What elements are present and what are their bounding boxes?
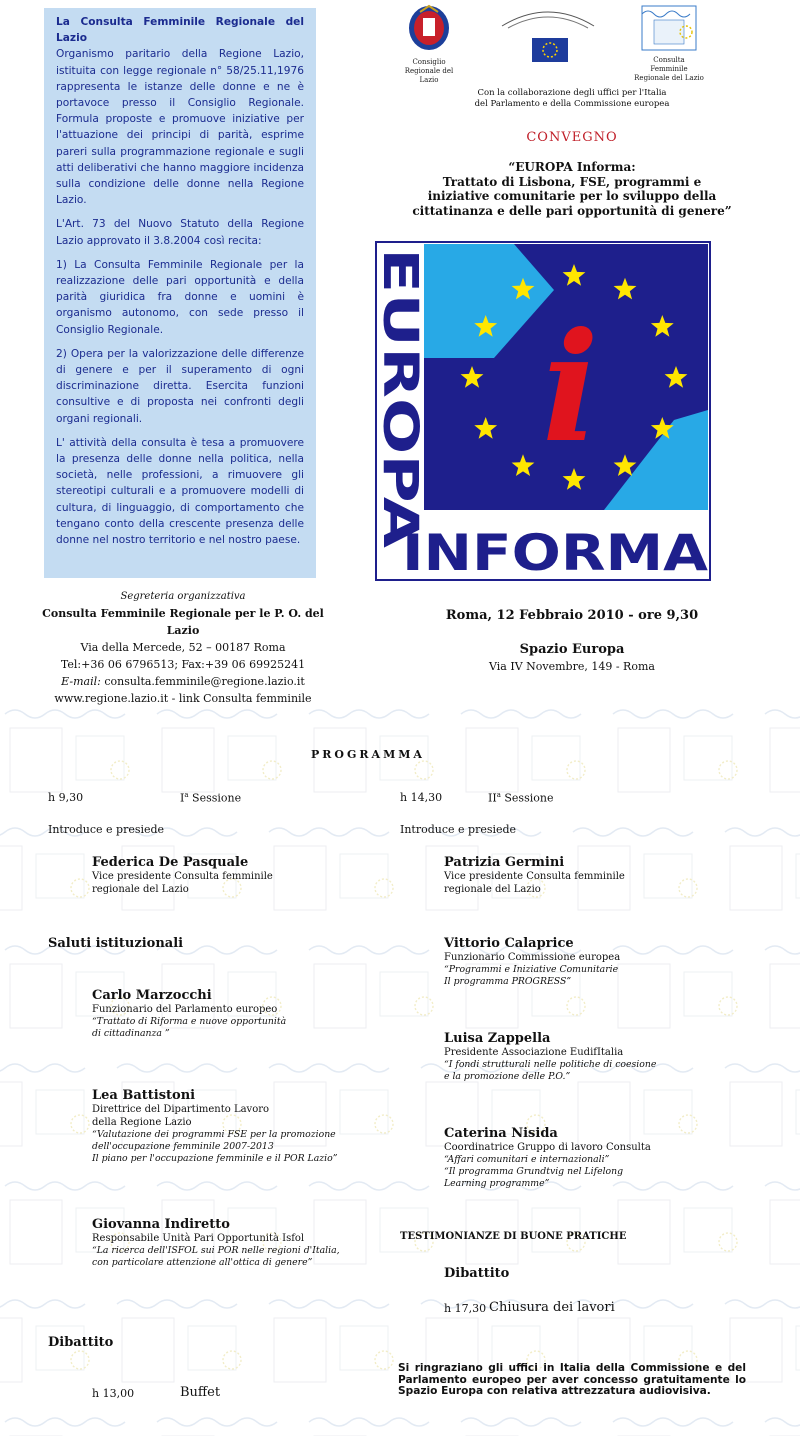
talk-title: dell'occupazione femminile 2007-2013 (92, 1141, 274, 1152)
watermark-tile (760, 1172, 800, 1282)
collaboration-note (400, 88, 744, 110)
event-date: Roma, 12 Febbraio 2010 - ore 9,30 (445, 608, 699, 623)
consulta-info-panel (44, 8, 316, 578)
consiglio-caption (400, 58, 458, 85)
speaker-left-1 (92, 855, 372, 896)
consiglio-caption-2: Regionale del Lazio (404, 67, 454, 84)
speaker-role: Direttrice del Dipartimento Lavoro (92, 1104, 270, 1115)
talk-title: “I fondi strutturali nelle politiche di coesione (444, 1059, 657, 1070)
event-venue-address: Via IV Novembre, 149 - Roma (489, 660, 655, 673)
speaker-name: Lea Battistoni (92, 1088, 196, 1103)
speaker-role: regionale del Lazio (444, 884, 541, 895)
email-link[interactable]: consulta.femminile@regione.lazio.it (100, 675, 305, 688)
talk-title: “Trattato di Riforma e nuove opportunità (92, 1016, 287, 1027)
talk-title: con particolare attenzione all'ottica di genere” (92, 1257, 313, 1268)
speaker-right-2 (444, 936, 744, 988)
talk-title: “Programmi e Iniziative Comunitarie (444, 964, 619, 975)
collab-line-1: Con la collaborazione degli uffici per l'Italia (477, 88, 667, 98)
testimonianze-heading: TESTIMONIANZE DI BUONE PRATICHE (400, 1231, 627, 1242)
secretariat-block (40, 588, 326, 707)
consulta-caption-2: Regionale del Lazio (634, 74, 704, 82)
convegno-heading: CONVEGNO (526, 130, 618, 145)
watermark-tile (608, 1408, 758, 1436)
session-2-sup: a (496, 791, 501, 799)
speaker-left-2 (92, 988, 372, 1040)
saluti-istituzionali: Saluti istituzionali (48, 936, 184, 951)
closing-label: Chiusura dei lavori (489, 1300, 615, 1315)
session-2-word: Sessione (500, 791, 554, 805)
consiglio-caption-1: Consiglio (412, 58, 446, 66)
buffet-label: Buffet (180, 1385, 221, 1400)
watermark-tile (456, 1408, 606, 1436)
watermark-tile (112, 1290, 262, 1400)
watermark-tile (760, 936, 800, 1046)
consulta-emblem-icon (634, 4, 704, 52)
speaker-name: Giovanna Indiretto (92, 1217, 230, 1232)
panel-point-1: 1) La Consulta Femminile Regionale per la realizzazione delle pari opportunità e della parità giuridica fra donne e uomini è organismo autonomo, con sede presso il Consiglio Regionale. (56, 258, 304, 336)
speaker-role: Vice presidente Consulta femminile (444, 871, 625, 882)
speaker-name: Luisa Zappella (444, 1031, 551, 1046)
collab-line-2: del Parlamento e della Commissione europea (474, 99, 670, 109)
speaker-right-1 (444, 855, 744, 896)
speaker-role: Coordinatrice Gruppo di lavoro Consulta (444, 1142, 651, 1153)
talk-title: Learning programme” (444, 1178, 550, 1189)
talk-title: “Affari comunitari e internazionali” (444, 1154, 610, 1165)
dibattito-right: Dibattito (444, 1266, 510, 1281)
speaker-name: Vittorio Calaprice (444, 936, 574, 951)
secretariat-phone: Tel:+36 06 6796513; Fax:+39 06 69925241 (60, 658, 306, 671)
session-1-numeral: I (180, 791, 185, 805)
talk-title: e la promozione delle P.O.” (444, 1071, 571, 1082)
secretariat-label: Segreteria organizzativa (120, 591, 246, 602)
talk-title: Il piano per l'occupazione femminile e il POR Lazio” (92, 1153, 338, 1164)
buffet-time: h 13,00 (92, 1387, 135, 1400)
consulta-logo (634, 4, 704, 83)
speaker-left-4 (92, 1217, 382, 1269)
speaker-role: Presidente Associazione EudifItalia (444, 1047, 624, 1058)
website-link[interactable]: www.regione.lazio.it - link Consulta femminile (54, 692, 312, 705)
title-line-1: “EUROPA Informa: (508, 160, 636, 174)
watermark-tile (264, 1290, 414, 1400)
speaker-name: Patrizia Germini (444, 855, 565, 870)
consiglio-emblem-icon (400, 4, 458, 54)
session-2-label (488, 791, 553, 805)
speaker-role: Responsabile Unità Pari Opportunità Isfol (92, 1233, 305, 1244)
watermark-tile (760, 700, 800, 810)
speaker-role: Funzionario del Parlamento europeo (92, 1004, 278, 1015)
title-line-2: Trattato di Lisbona, FSE, programmi e (442, 174, 702, 189)
speaker-name: Caterina Nisida (444, 1126, 558, 1141)
panel-activity: L' attività della consulta è tesa a promuovere la presenza delle donne nella politica, nella società, nelle professioni, a rimuovere gli stereotipi culturali e a promuovere modelli di cultura, di linguaggio, di comportamento che tengano conto della crescente presenza delle donne nel nostro territorio e nel nostro paese. (56, 436, 304, 547)
session-2-time: h 14,30 (400, 791, 443, 804)
session-1-word: Sessione (188, 791, 242, 805)
title-line-3: iniziative comunitarie per lo sviluppo della (427, 189, 717, 203)
panel-point-2: 2) Opera per la valorizzazione delle differenze di genere e per il superamento di ogni discriminazione diretta. Esercita funzioni consultive e di proposta nei confronti degli organi regionali. (56, 347, 304, 425)
speaker-left-3 (92, 1088, 382, 1165)
poster-i-letter: i (542, 300, 599, 476)
talk-title: “La ricerca dell'ISFOL sui POR nelle regioni d'Italia, (92, 1245, 340, 1256)
poster-bottom-text: INFORMA (402, 524, 709, 582)
secretariat-email-line (40, 673, 326, 690)
session-2-numeral: II (488, 791, 497, 805)
secretariat-org: Consulta Femminile Regionale per le P. O. del Lazio (42, 607, 324, 637)
watermark-tile (304, 1408, 454, 1436)
speaker-right-3 (444, 1031, 744, 1083)
talk-title: “Il programma Grundtvig nel Lifelong (444, 1166, 624, 1177)
consulta-caption (634, 56, 704, 83)
panel-title: La Consulta Femminile Regionale del Lazio (56, 16, 304, 45)
watermark-tile (0, 1408, 150, 1436)
consiglio-logo (400, 4, 458, 85)
poster-graphic (374, 240, 712, 582)
panel-text (56, 14, 304, 208)
speaker-role: regionale del Lazio (92, 884, 189, 895)
session-1-time: h 9,30 (48, 791, 84, 804)
watermark-tile (152, 1408, 302, 1436)
panel-art73: L'Art. 73 del Nuovo Statuto della Regione Lazio approvato il 3.8.2004 così recita: (56, 218, 304, 247)
speaker-name: Federica De Pasquale (92, 855, 249, 870)
event-venue: Spazio Europa (519, 642, 625, 657)
talk-title: “Valutazione dei programmi FSE per la promozione (92, 1129, 336, 1140)
acknowledgement: Si ringraziano gli uffici in Italia della Commissione e del Parlamento europeo per aver concesso gratuitamente lo Spazio Europa con relativa attrezzatura audiovisiva. (398, 1362, 746, 1397)
talk-title: Il programma PROGRESS” (444, 976, 572, 987)
conference-title (390, 160, 754, 218)
introduce-right: Introduce e presiede (400, 823, 517, 836)
dibattito-left: Dibattito (48, 1335, 114, 1350)
secretariat-address: Via della Mercede, 52 – 00187 Roma (80, 641, 286, 654)
speaker-right-4 (444, 1126, 744, 1190)
consulta-caption-1: Consulta Femminile (650, 56, 688, 73)
talk-title: di cittadinanza ” (92, 1028, 170, 1039)
speaker-name: Carlo Marzocchi (92, 988, 212, 1003)
parliament-commission-logo (500, 4, 596, 66)
speaker-role: Vice presidente Consulta femminile (92, 871, 273, 882)
session-1-sup: a (184, 791, 189, 799)
europa-informa-poster (374, 240, 712, 582)
watermark-tile (760, 1408, 800, 1436)
title-line-4: cittatinanza e delle pari opportunità di genere” (412, 203, 732, 218)
introduce-left: Introduce e presiede (48, 823, 165, 836)
panel-intro: Organismo paritario della Regione Lazio, istituita con legge regionale n° 58/25.11,1976 rappresenta le istanze delle donne e ne è portavoce presso il Consiglio Regionale. Formula proposte e promuove iniziative per l'attuazione dei principi di parità, esprime pareri sulla programmazione regionale e sugli atti deliberativi che hanno maggiore incidenza sulla condizione delle donne nella Regione Lazio. (56, 48, 304, 207)
session-1-label (180, 791, 241, 805)
closing-time: h 17,30 (444, 1302, 487, 1315)
poster-vertical-text: EUROPA (374, 248, 428, 466)
programme-title: PROGRAMMA (311, 748, 425, 761)
email-label: E-mail: (61, 675, 101, 688)
speaker-role: della Regione Lazio (92, 1117, 192, 1128)
eu-parliament-icon (500, 4, 596, 66)
speaker-role: Funzionario Commissione europea (444, 952, 621, 963)
